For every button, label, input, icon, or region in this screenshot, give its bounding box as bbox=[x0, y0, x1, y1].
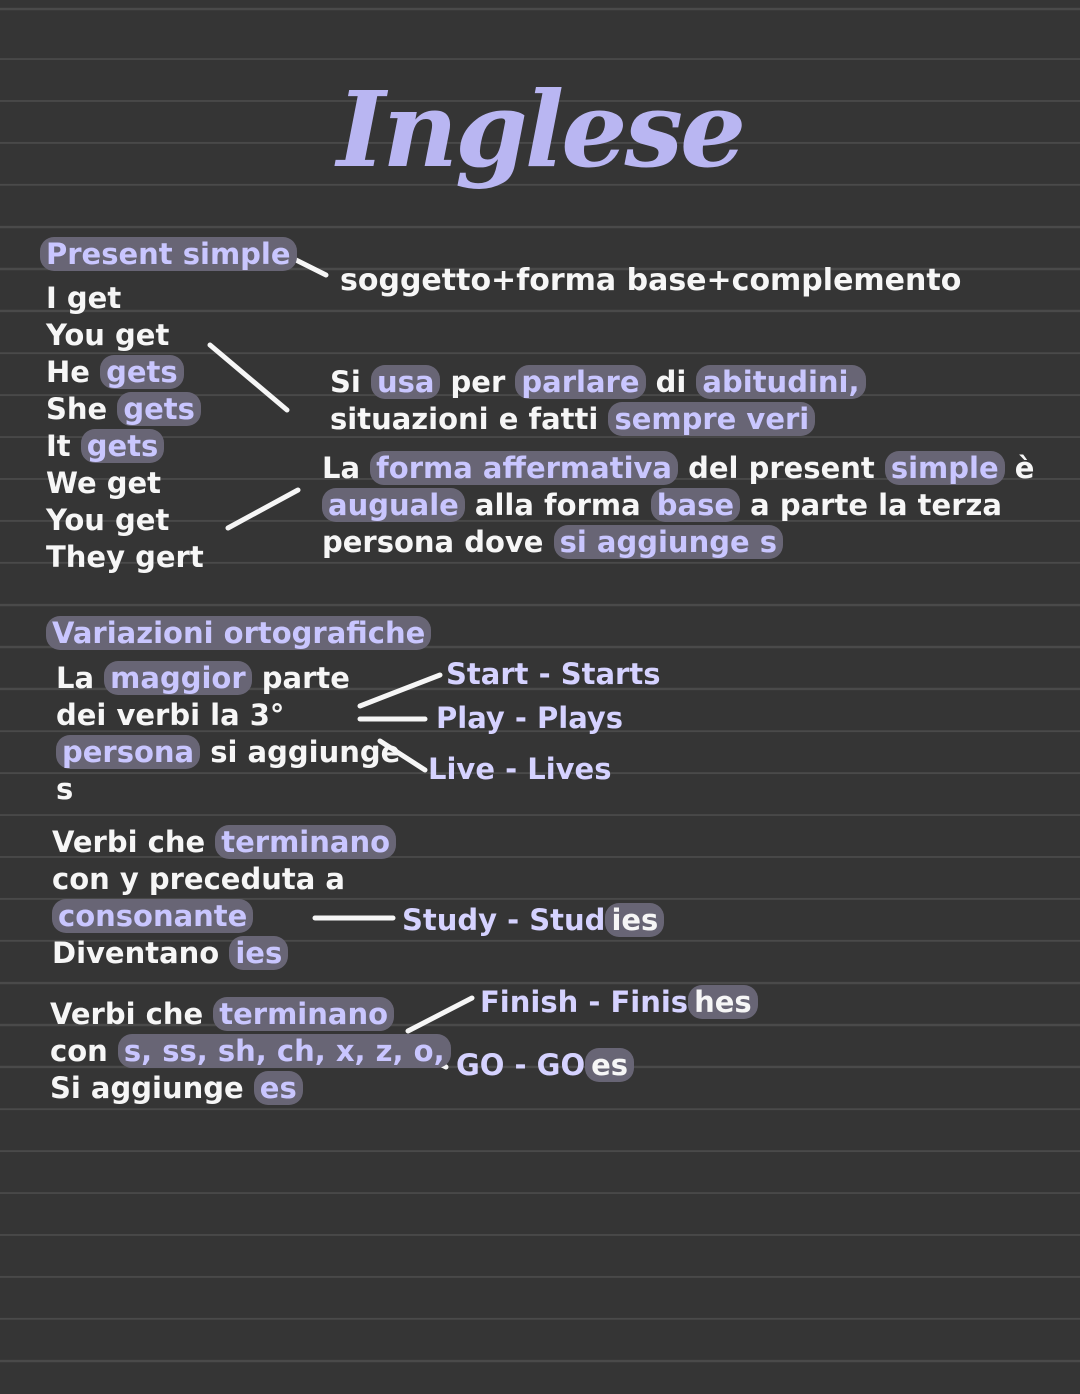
conjugation-row: They gert bbox=[46, 540, 204, 574]
conjugation-row: He gets bbox=[46, 354, 204, 391]
conjugation-list bbox=[46, 280, 204, 576]
conjugation-row: I get bbox=[46, 281, 122, 315]
example-live: Live - Lives bbox=[428, 752, 612, 786]
example-finish: Finish - Finis hes bbox=[480, 984, 758, 1021]
conjugation-row: She gets bbox=[46, 391, 204, 428]
present-simple-heading bbox=[40, 236, 297, 273]
conjugation-row: You get bbox=[46, 318, 170, 352]
formula-text: soggetto+forma base+complemento bbox=[340, 263, 962, 298]
form-note: La forma affermativa del present simple è auguale alla forma base a parte la terza persona dove si aggiunge s bbox=[322, 451, 1035, 559]
example-study: Study - Stud ies bbox=[402, 902, 664, 939]
conjugation-row: You get bbox=[46, 503, 170, 537]
connector-form bbox=[228, 490, 298, 528]
example-go: GO - GO es bbox=[456, 1047, 634, 1084]
conjugation-row: We get bbox=[46, 466, 162, 500]
connector-usage bbox=[210, 345, 287, 410]
present-simple-heading-text: Present simple bbox=[40, 237, 297, 271]
page-title: Inglese bbox=[336, 68, 744, 191]
rule1-text: La maggior parte dei verbi la 3° persona si aggiunge s bbox=[56, 661, 401, 806]
variazioni-heading: Variazioni ortografiche bbox=[46, 615, 431, 652]
rule3-text: Verbi che terminano con s, ss, sh, ch, x, z, o, Si aggiunge es bbox=[50, 996, 451, 1107]
rule2-text: Verbi che terminano con y preceduta a consonante Diventano ies bbox=[52, 824, 396, 972]
example-play: Play - Plays bbox=[436, 701, 624, 735]
conjugation-row: It gets bbox=[46, 428, 204, 465]
usage-note: Si usa per parlare di abitudini, situazioni e fatti sempre veri bbox=[330, 364, 866, 438]
example-start: Start - Starts bbox=[446, 657, 661, 691]
